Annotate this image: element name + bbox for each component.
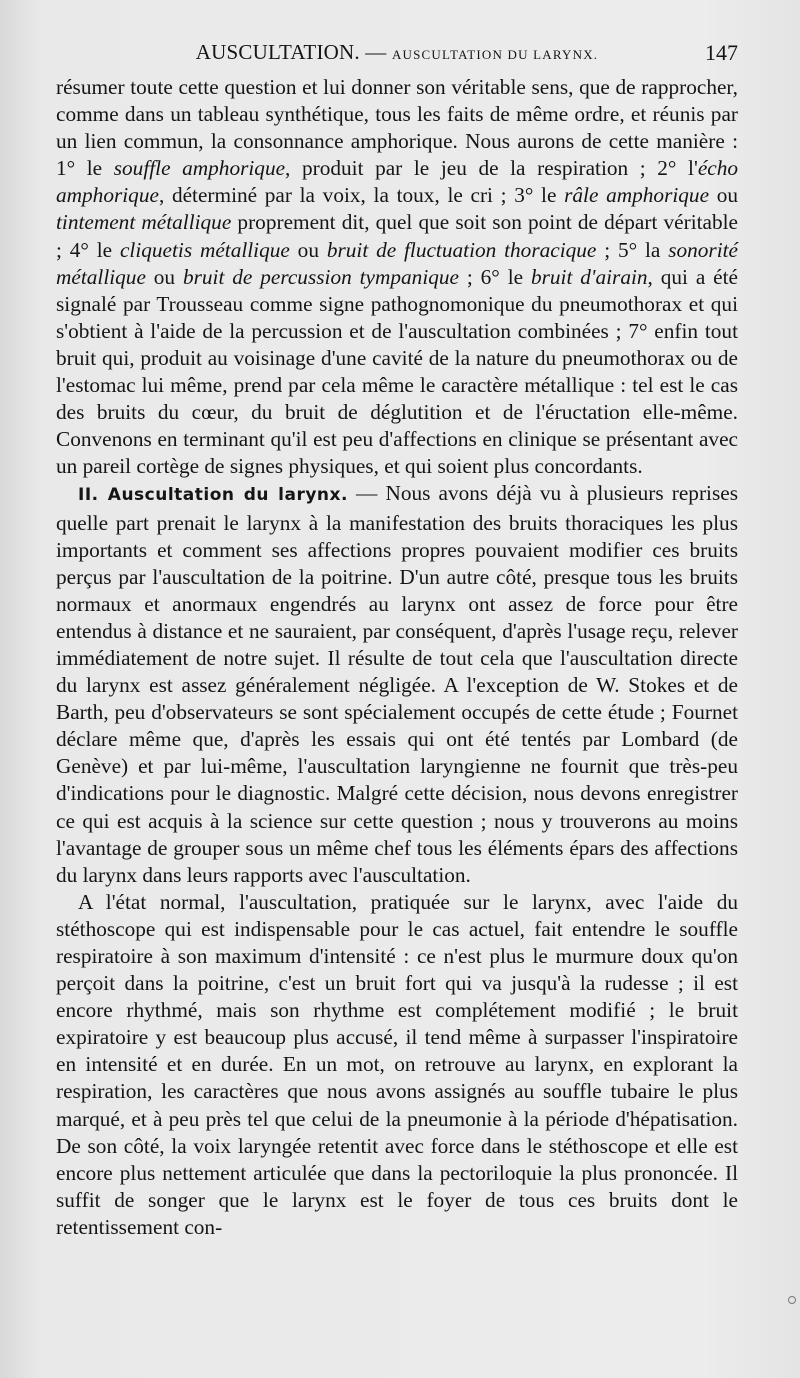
header-title (56, 40, 738, 65)
text-run: ou (145, 264, 183, 289)
text-run: Nous avons déjà vu à plusieurs reprises quelle part prenait le larynx à la manifestation des bruits thoraciques les plus importants et comment ses affections propres pouvaient modifier ces bruits perçus par l'auscultation de la poitrine. D'un autre côté, presque tous les bruits normaux et anormaux engendrés au larynx ont assez de force pour être entendus à distance et ne sauraient, par conséquent, d'après l'usage reçu, relever immédiatement de notre sujet. Il résulte de tout cela que l'auscultation directe du larynx est assez généralement négligée. A l'exception de W. Stokes et de Barth, peu d'observateurs se sont spécialement occupés de cette étude ; Fournet déclare même que, d'après les essais qui ont été tentés par Lombard (de Genève) et par lui-même, l'auscultation laryngienne ne fournit que très-peu d'indications pour le diagnostic. Malgré cette décision, nous devons enregistrer ce qui est acquis à la science sur cette question ; nous y trouverons au moins l'avantage de grouper sous un même chef tous les éléments épars des affections du larynx dans leurs rapports avec l'auscultation. (56, 481, 738, 887)
body-text (56, 74, 738, 1241)
text-run: résumer toute cette question et lui donner son véritable sens, que de rapprocher, comme dans un tableau synthétique, tous les faits de même ordre, et réunis par un lien commun, la consonnance amphorique. Nous aurons de cette manière : 1° le (56, 75, 738, 181)
italic-term: écho amphorique (56, 156, 739, 208)
paragraph-amphoric-summary (56, 74, 738, 480)
text-run: , déterminé par la voix, la toux, le cri ; 3° le (158, 183, 565, 208)
text-run: , produit par le jeu de la respiration ; 2° l' (285, 156, 698, 181)
text-run: ; 5° la (596, 237, 669, 262)
italic-term: sonorité métallique (56, 237, 738, 289)
text-run: ou (289, 237, 327, 262)
section-heading: II. Auscultation du larynx. (78, 485, 348, 506)
section-dash: — (347, 481, 386, 506)
italic-term: bruit de fluctuation thoracique (326, 237, 597, 262)
text-run: ; 6° le (458, 264, 531, 289)
paragraph-normal-state (56, 889, 738, 1241)
header-title-sub: AUSCULTATION DU LARYNX. (391, 47, 599, 62)
header-title-main: AUSCULTATION. (195, 40, 360, 64)
text-run: ou (709, 183, 739, 208)
italic-term: souffle amphorique (113, 156, 286, 181)
page-number: 147 (705, 40, 738, 65)
italic-term: tintement métallique (56, 210, 232, 235)
text-run: , qui a été signalé par Trousseau comme signe pathognomonique du pneumothorax et qui s'obtient à l'aide de la percussion et de l'auscultation combinées ; 7° enfin tout bruit qui, produit au voisinage d'une cavité de la nature du pneumothorax ou de l'estomac lui même, prend par cela même le caractère métallique : tel est le cas des bruits du cœur, du bruit de déglutition et de l'éructation elle-même. Convenons en terminant qu'il est peu d'affections en clinique se présentant avec un pareil cortège de signes physiques, et qui soient plus concordants. (56, 264, 739, 479)
text-run: proprement dit, quel que soit son point de départ véritable ; 4° le (56, 210, 738, 262)
italic-term: bruit d'airain (530, 264, 648, 289)
running-header (56, 40, 738, 70)
page-mark (788, 1296, 796, 1304)
italic-term: cliquetis métallique (119, 237, 290, 262)
text-run: A l'état normal, l'auscultation, pratiquée sur le larynx, avec l'aide du stéthoscope qui est indispensable pour le cas actuel, fait entendre le souffle respiratoire à son maximum d'intensité : ce n'est plus le murmure doux qu'on perçoit dans la poitrine, c'est un bruit fort qui va jusqu'à la rudesse ; il est encore rhythmé, mais son rhythme est complétement modifié ; le bruit expiratoire y est beaucoup plus accusé, il tend même à surpasser l'inspiratoire en intensité et en durée. En un mot, on retrouve au larynx, en explorant la respiration, les caractères que nous avons assignés au souffle tubaire le plus marqué, et à peu près tel que celui de la pneumonie à la période d'hépatisation. De son côté, la voix laryngée retentit avec force dans le stéthoscope et elle est encore plus nettement articulée que dans la pectoriloquie la plus prononcée. Il suffit de songer que le larynx est le foyer de tous ces bruits dont le retentissement con- (56, 889, 738, 1239)
italic-term: râle amphorique (564, 183, 710, 208)
header-dash: — (359, 40, 392, 64)
paragraph-larynx-section (56, 480, 738, 888)
italic-term: bruit de percussion tympanique (182, 264, 459, 289)
